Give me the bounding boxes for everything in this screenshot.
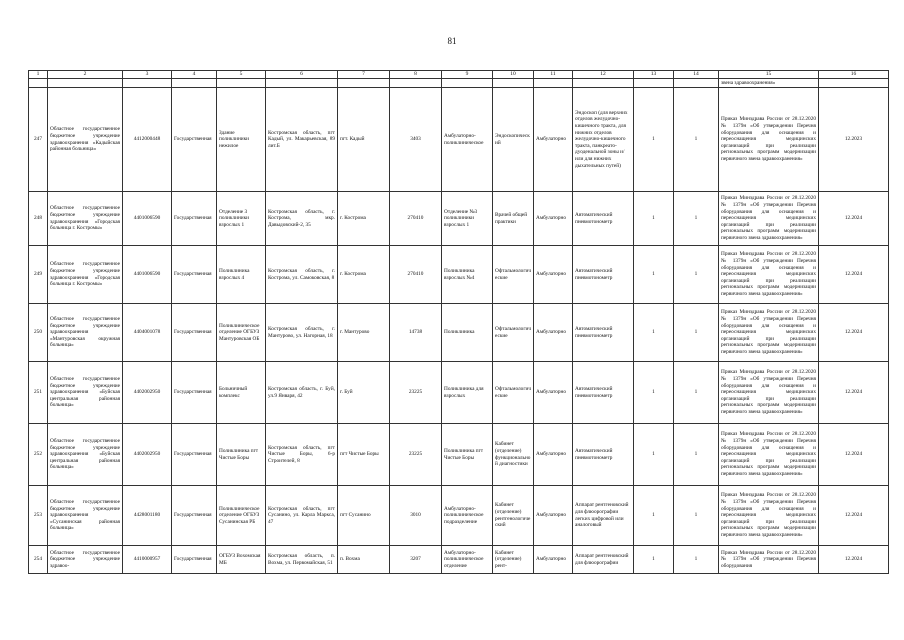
quantity-2: 1 [674, 546, 719, 574]
locality: пгт Сусанино [338, 486, 390, 546]
locality: п. Вохма [338, 546, 390, 574]
inn: 4401006590 [123, 192, 172, 246]
row-number: 251 [29, 362, 48, 424]
care-type: Амбулаторно [534, 546, 573, 574]
column-header: 16 [819, 71, 889, 79]
locality: пгт Чистые Боры [338, 424, 390, 486]
row-number: 247 [29, 88, 48, 192]
unit: Амбулаторно-поликлиническое отделение [442, 546, 493, 574]
equipment: Автоматический пневмотонометр [573, 304, 634, 362]
address: Костромская область, пгт Сусанино, ул. Карла Маркса, 47 [266, 486, 338, 546]
locality: пгт. Кадый [338, 88, 390, 192]
equipment: Автоматический пневмотонометр [573, 246, 634, 304]
building: Больничный комплекс [217, 362, 266, 424]
building: Поликлиника взрослых 4 [217, 246, 266, 304]
locality: г. Мантурово [338, 304, 390, 362]
column-header: 1 [29, 71, 48, 79]
table-row [29, 362, 889, 424]
quantity-1: 1 [634, 192, 674, 246]
quantity-2: 1 [674, 424, 719, 486]
date: 12.2024 [819, 192, 889, 246]
row-number: 253 [29, 486, 48, 546]
code: 3403 [390, 88, 442, 192]
column-header: 4 [172, 71, 217, 79]
quantity-2: 1 [674, 304, 719, 362]
quantity-1: 1 [634, 362, 674, 424]
quantity-1: 1 [634, 546, 674, 574]
address: Костромская область, пгт Кадый, ул. Макарьевская, 89 лит.Б [266, 88, 338, 192]
table-row [29, 88, 889, 192]
unit: Поликлиника [442, 304, 493, 362]
organization-name: Областное государственное бюджетное учреждение здравоохранения «Городская больница г. Костромы» [48, 192, 123, 246]
unit: Амбулаторно-поликлиническое [442, 88, 493, 192]
department: Кабинет (отделение) функциональной диагностики [493, 424, 534, 486]
legal-basis: Приказ Минздрава России от 28.12.2020 № 1379н «Об утверждении Перечня оборудования для оснащения и переоснащения медицинских организаций при реализации региональных программ модернизации первичного звена здравоохранения» [719, 486, 819, 546]
department: Кабинет (отделение) рентгенологический [493, 486, 534, 546]
column-header: 6 [266, 71, 338, 79]
quantity-1: 1 [634, 486, 674, 546]
organization-name: Областное государственное бюджетное учреждение здравоохранения «Городская больница г. Костромы» [48, 246, 123, 304]
equipment: Автоматический пневмотонометр [573, 424, 634, 486]
quantity-1: 1 [634, 304, 674, 362]
quantity-2: 1 [674, 192, 719, 246]
table-row [29, 246, 889, 304]
code: 3207 [390, 546, 442, 574]
table-row [29, 546, 889, 574]
address: Костромская область, г. Кострома, ул. Самоковская, 8 [266, 246, 338, 304]
legal-basis: Приказ Минздрава России от 28.12.2020 № 1379н «Об утверждении Перечня оборудования для оснащения и переоснащения медицинских организаций при реализации региональных программ модернизации первичного звена здравоохранения» [719, 424, 819, 486]
code: 23225 [390, 424, 442, 486]
department: Офтальмологические [493, 246, 534, 304]
department: Офтальмологические [493, 304, 534, 362]
quantity-1: 1 [634, 88, 674, 192]
code: 3010 [390, 486, 442, 546]
row-number: 248 [29, 192, 48, 246]
building: Здание поликлиники нежилое [217, 88, 266, 192]
ownership-form: Государственная [172, 192, 217, 246]
address: Костромская область, г. Кострома, мкр. Давыдовский-2, 35 [266, 192, 338, 246]
column-header: 7 [338, 71, 390, 79]
building: ОГБУЗ Вохомская МБ [217, 546, 266, 574]
care-type: Амбулаторно [534, 362, 573, 424]
date: 12.2024 [819, 304, 889, 362]
legal-basis: Приказ Минздрава России от 28.12.2020 № 1379н «Об утверждении Перечня оборудования для оснащения и переоснащения медицинских организаций при реализации региональных программ модернизации первичного звена здравоохранения» [719, 246, 819, 304]
equipment-table [28, 70, 889, 574]
quantity-2: 1 [674, 362, 719, 424]
care-type: Амбулаторно [534, 304, 573, 362]
locality: г. Буй [338, 362, 390, 424]
address: Костромская область, пгт Чистые Боры, 6-р Строителей, 8 [266, 424, 338, 486]
equipment: Эндоскоп (для верхних отделов желудочно-кишечного тракта, для нижних отделов желудочно-кишечного тракта, панкреато-дуоденальной зоны и/или для нижних дыхательных путей) [573, 88, 634, 192]
column-header: 8 [390, 71, 442, 79]
column-header: 12 [573, 71, 634, 79]
organization-name: Областное государственное бюджетное учреждение здравоохранения «Кадыйская районная больница» [48, 88, 123, 192]
code: 23225 [390, 362, 442, 424]
table-row [29, 304, 889, 362]
legal-basis: Приказ Минздрава России от 28.12.2020 № 1379н «Об утверждении Перечня оборудования [719, 546, 819, 574]
column-header: 3 [123, 71, 172, 79]
date: 12.2024 [819, 246, 889, 304]
column-header: 10 [493, 71, 534, 79]
address: Костромская область, г. Буй, ул.9 Января, 42 [266, 362, 338, 424]
building: Отделение 3 поликлиники взрослых 1 [217, 192, 266, 246]
date: 12.2024 [819, 486, 889, 546]
address: Костромская область, г. Мантурово, ул. Нагорная, 18 [266, 304, 338, 362]
unit: Поликлиника для взрослых [442, 362, 493, 424]
column-header: 13 [634, 71, 674, 79]
date: 12.2023 [819, 88, 889, 192]
equipment: Автоматический пневмотонометр [573, 192, 634, 246]
column-header: 2 [48, 71, 123, 79]
column-header: 15 [719, 71, 819, 79]
inn: 4410000957 [123, 546, 172, 574]
department: Офтальмологические [493, 362, 534, 424]
equipment: Аппарат рентгеновский для флюорографии [573, 546, 634, 574]
date: 12.2024 [819, 362, 889, 424]
care-type: Амбулаторно [534, 192, 573, 246]
building: Поликлиническое отделение ОГБУЗ Сусанинская РБ [217, 486, 266, 546]
column-header: 14 [674, 71, 719, 79]
legal-basis: Приказ Минздрава России от 28.12.2020 № 1379н «Об утверждении Перечня оборудования для оснащения и переоснащения медицинских организаций при реализации региональных программ модернизации первичного звена здравоохранения» [719, 362, 819, 424]
unit: Отделение №3 поликлиники взрослых 1 [442, 192, 493, 246]
organization-name: Областное государственное бюджетное учреждение здравоохранения «Сусанинская районная больница» [48, 486, 123, 546]
column-header: 11 [534, 71, 573, 79]
unit: Поликлиника взрослых №4 [442, 246, 493, 304]
locality: г. Кострома [338, 192, 390, 246]
care-type: Амбулаторно [534, 246, 573, 304]
organization-name: Областное государственное бюджетное учреждение здравоо- [48, 546, 123, 574]
column-header: 5 [217, 71, 266, 79]
inn: 4402002950 [123, 424, 172, 486]
row-number: 252 [29, 424, 48, 486]
building: Поликлиника пгт Чистые Боры [217, 424, 266, 486]
organization-name: Областное государственное бюджетное учреждение здравоохранения «Буйская центральная районная больница» [48, 362, 123, 424]
inn: 4404001078 [123, 304, 172, 362]
inn: 4401006590 [123, 246, 172, 304]
date: 12.2024 [819, 424, 889, 486]
locality: г. Кострома [338, 246, 390, 304]
page-number: 81 [447, 36, 457, 46]
code: 14738 [390, 304, 442, 362]
unit: Амбулаторно-поликлиническое подразделение [442, 486, 493, 546]
care-type: Амбулаторно [534, 88, 573, 192]
column-header: 9 [442, 71, 493, 79]
column-number-row [29, 71, 889, 79]
organization-name: Областное государственное бюджетное учреждение здравоохранения «Мантуровская окружная больница» [48, 304, 123, 362]
equipment: Аппарат рентгеновский для флюорографии легких цифровой или аналоговый [573, 486, 634, 546]
inn: 4402002950 [123, 362, 172, 424]
address: Костромская область, п. Вохма, ул. Первомайская, 51 [266, 546, 338, 574]
code: 270410 [390, 246, 442, 304]
legal-basis: Приказ Минздрава России от 28.12.2020 № 1379н «Об утверждении Перечня оборудования для оснащения и переоснащения медицинских организаций при реализации региональных программ модернизации первичного звена здравоохранения» [719, 192, 819, 246]
table-row [29, 424, 889, 486]
care-type: Амбулаторно [534, 486, 573, 546]
quantity-2: 1 [674, 486, 719, 546]
department: Эндоскопический [493, 88, 534, 192]
quantity-1: 1 [634, 246, 674, 304]
code: 270410 [390, 192, 442, 246]
row-number: 250 [29, 304, 48, 362]
ownership-form: Государственная [172, 546, 217, 574]
organization-name: Областное государственное бюджетное учреждение здравоохранения «Буйская центральная районная больница» [48, 424, 123, 486]
ownership-form: Государственная [172, 362, 217, 424]
table-row [29, 486, 889, 546]
table-row [29, 192, 889, 246]
equipment: Автоматический пневмотонометр [573, 362, 634, 424]
legal-basis: Приказ Минздрава России от 28.12.2020 № 1379н «Об утверждении Перечня оборудования для оснащения и переоснащения медицинских организаций при реализации региональных программ модернизации первичного звена здравоохранения» [719, 88, 819, 192]
department: Врачей общей практики [493, 192, 534, 246]
quantity-2: 1 [674, 88, 719, 192]
row-number: 249 [29, 246, 48, 304]
ownership-form: Государственная [172, 486, 217, 546]
building: Поликлиническое отделение ОГБУЗ Мантуровская ОБ [217, 304, 266, 362]
continuation-text: звена здравоохранения» [719, 79, 819, 88]
ownership-form: Государственная [172, 88, 217, 192]
quantity-2: 1 [674, 246, 719, 304]
ownership-form: Государственная [172, 246, 217, 304]
ownership-form: Государственная [172, 304, 217, 362]
inn: 4428001180 [123, 486, 172, 546]
legal-basis: Приказ Минздрава России от 28.12.2020 № 1379н «Об утверждении Перечня оборудования для оснащения и переоснащения медицинских организаций при реализации региональных программ модернизации первичного звена здравоохранения» [719, 304, 819, 362]
quantity-1: 1 [634, 424, 674, 486]
row-number: 254 [29, 546, 48, 574]
date: 12.2024 [819, 546, 889, 574]
continuation-row [29, 79, 889, 88]
department: Кабинет (отделение) рент- [493, 546, 534, 574]
ownership-form: Государственная [172, 424, 217, 486]
unit: Поликлиника пгт Чистые Боры [442, 424, 493, 486]
inn: 4412000448 [123, 88, 172, 192]
care-type: Амбулаторно [534, 424, 573, 486]
